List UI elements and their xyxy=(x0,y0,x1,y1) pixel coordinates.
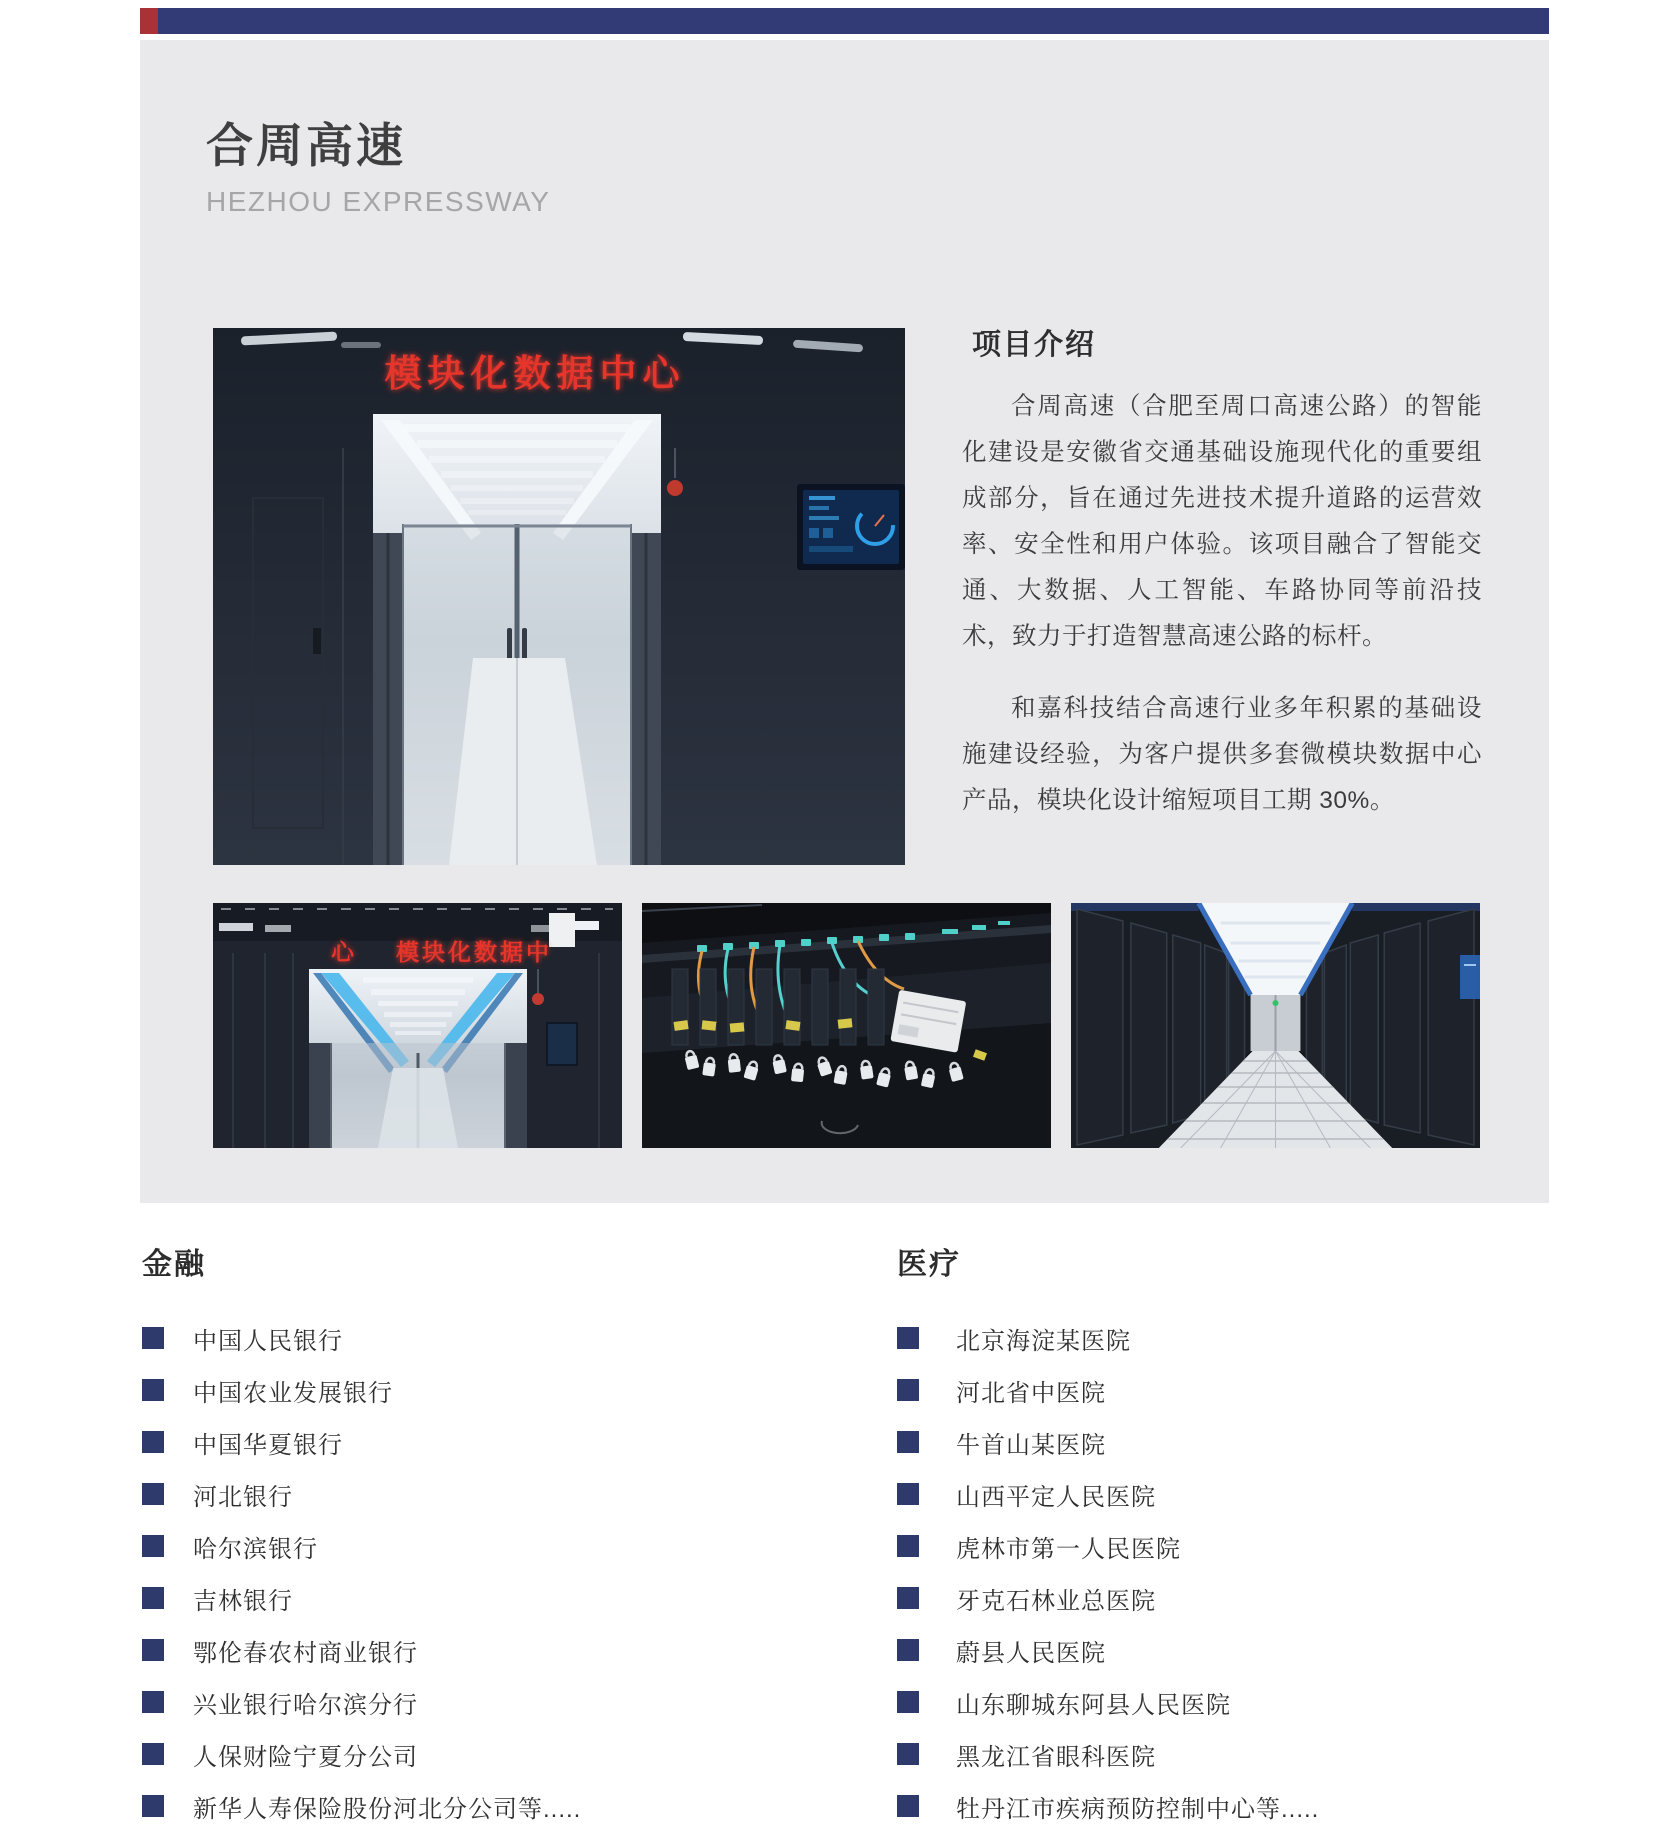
bullet-square-icon xyxy=(142,1743,164,1765)
list-item xyxy=(897,1416,1319,1468)
list-item xyxy=(142,1624,581,1676)
client-name: 虎林市第一人民医院 xyxy=(956,1535,1181,1563)
bullet-square-icon xyxy=(142,1639,164,1661)
top-bar xyxy=(140,8,1549,34)
thumbnail-row xyxy=(213,903,1481,1148)
client-name: 吉林银行 xyxy=(193,1587,293,1615)
bullet-square-icon xyxy=(142,1431,164,1453)
exit-sign-light xyxy=(1273,1000,1279,1006)
client-name: 河北省中医院 xyxy=(956,1379,1106,1407)
list-item xyxy=(897,1676,1319,1728)
bullet-square-icon xyxy=(897,1691,919,1713)
list-item xyxy=(897,1780,1319,1832)
client-name: 北京海淀某医院 xyxy=(956,1327,1131,1355)
thumbnail-aisle xyxy=(1071,903,1480,1148)
finance-list xyxy=(142,1312,581,1832)
client-name: 哈尔滨银行 xyxy=(193,1535,318,1563)
thumbnail-aisle-illustration xyxy=(1071,903,1480,1148)
bullet-square-icon xyxy=(897,1587,919,1609)
list-item xyxy=(142,1416,581,1468)
bullet-square-icon xyxy=(897,1795,919,1817)
bullet-square-icon xyxy=(142,1379,164,1401)
project-panel xyxy=(140,40,1549,1203)
bullet-square-icon xyxy=(897,1639,919,1661)
client-name: 中国农业发展银行 xyxy=(193,1379,393,1407)
bullet-square-icon xyxy=(142,1691,164,1713)
bullet-square-icon xyxy=(142,1795,164,1817)
client-name: 山东聊城东阿县人民医院 xyxy=(956,1691,1231,1719)
top-bar-blue xyxy=(158,8,1549,34)
list-item xyxy=(142,1676,581,1728)
list-item xyxy=(142,1312,581,1364)
list-item xyxy=(142,1728,581,1780)
bullet-square-icon xyxy=(142,1535,164,1557)
main-led-text: 模块化数据中心 xyxy=(384,353,686,394)
page-subtitle: HEZHOU EXPRESSWAY xyxy=(206,186,551,217)
list-item xyxy=(142,1572,581,1624)
intro-heading: 项目介绍 xyxy=(972,329,1097,361)
thumbnail-cabling-illustration xyxy=(642,903,1051,1148)
intro-section xyxy=(962,328,1482,824)
bullet-square-icon xyxy=(897,1431,919,1453)
wall-paper-sign xyxy=(549,913,575,947)
list-item xyxy=(897,1468,1319,1520)
client-name: 牡丹江市疾病预防控制中心等..... xyxy=(956,1795,1320,1823)
thumbnail-entrance xyxy=(213,903,622,1148)
client-name: 牛首山某医院 xyxy=(956,1431,1106,1459)
bullet-square-icon xyxy=(897,1379,919,1401)
bullet-square-icon xyxy=(142,1483,164,1505)
list-item xyxy=(897,1572,1319,1624)
client-name: 人保财险宁夏分公司 xyxy=(193,1743,418,1771)
rack-end-screen xyxy=(1460,955,1480,999)
list-item xyxy=(897,1364,1319,1416)
thumb-led-text-left: 心 xyxy=(331,939,354,965)
bullet-square-icon xyxy=(897,1743,919,1765)
client-name: 中国华夏银行 xyxy=(193,1431,343,1459)
wall-dashboard-screen xyxy=(797,484,905,570)
bullet-square-icon xyxy=(142,1587,164,1609)
bullet-square-icon xyxy=(897,1535,919,1557)
client-name: 新华人寿保险股份河北分公司等..... xyxy=(193,1795,582,1823)
client-name: 鄂伦春农村商业银行 xyxy=(193,1639,418,1667)
intro-paragraph-2: 和嘉科技结合高速行业多年积累的基础设施建设经验，为客户提供多套微模块数据中心产品，模块化设计缩短项目工期 30%。 xyxy=(962,695,1482,814)
thumb-led-text-right: 模块化数据中 xyxy=(396,939,552,965)
list-item xyxy=(897,1728,1319,1780)
client-name: 山西平定人民医院 xyxy=(956,1483,1156,1511)
finance-column xyxy=(142,1240,581,1832)
medical-heading: 医疗 xyxy=(897,1248,961,1281)
list-item xyxy=(142,1780,581,1832)
finance-heading: 金融 xyxy=(142,1248,206,1281)
list-item xyxy=(897,1624,1319,1676)
client-name: 中国人民银行 xyxy=(193,1327,343,1355)
client-name: 兴业银行哈尔滨分行 xyxy=(193,1691,418,1719)
bullet-square-icon xyxy=(897,1327,919,1349)
thumbnail-cabling xyxy=(642,903,1051,1148)
list-item xyxy=(142,1520,581,1572)
client-name: 黑龙江省眼科医院 xyxy=(956,1743,1156,1771)
main-photo xyxy=(213,328,905,865)
client-name: 牙克石林业总医院 xyxy=(956,1587,1156,1615)
medical-list xyxy=(897,1312,1319,1832)
main-photo-illustration xyxy=(213,328,905,865)
list-item xyxy=(897,1520,1319,1572)
bullet-square-icon xyxy=(142,1327,164,1349)
red-stopper-dot xyxy=(667,480,683,496)
client-name: 河北银行 xyxy=(193,1483,293,1511)
page-title: 合周高速 xyxy=(206,119,406,172)
thumbnail-entrance-illustration xyxy=(213,903,622,1148)
bullet-square-icon xyxy=(897,1483,919,1505)
list-item xyxy=(142,1364,581,1416)
list-item xyxy=(897,1312,1319,1364)
list-item xyxy=(142,1468,581,1520)
top-bar-red-accent xyxy=(140,8,158,34)
medical-column xyxy=(897,1240,1319,1832)
clients-section xyxy=(0,1240,1677,1840)
client-name: 蔚县人民医院 xyxy=(956,1639,1106,1667)
intro-paragraph-1: 合周高速（合肥至周口高速公路）的智能化建设是安徽省交通基础设施现代化的重要组成部分，旨在通过先进技术提升道路的运营效率、安全性和用户体验。该项目融合了智能交通、大数据、人工智能、车路协同等前沿技术，致力于打造智慧高速公路的标杆。 xyxy=(962,393,1482,650)
